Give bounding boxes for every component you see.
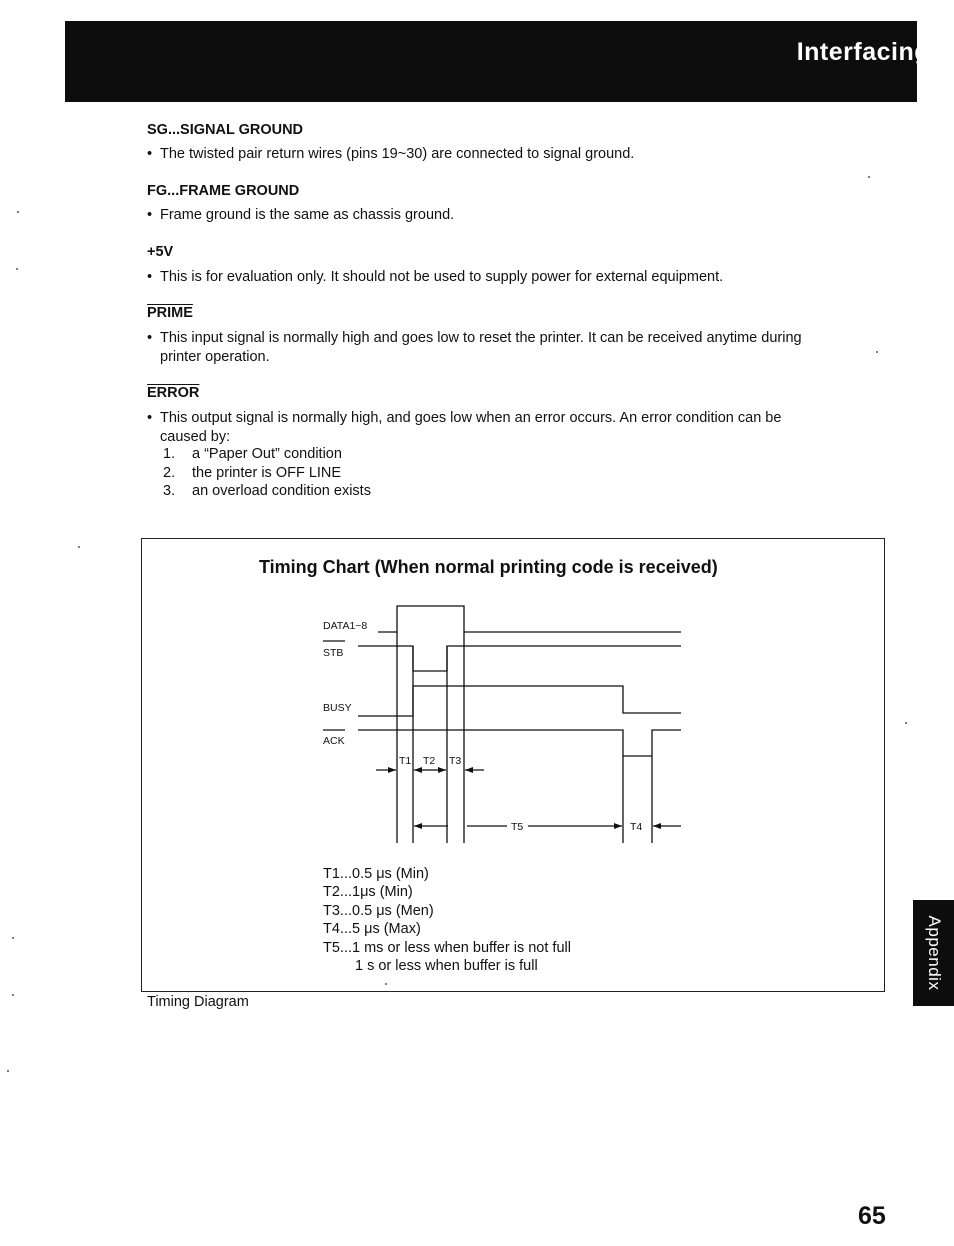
scan-speck	[868, 176, 870, 178]
signal-label-ack: ACK	[323, 735, 345, 747]
scan-speck	[12, 937, 14, 939]
timing-spec: T5...1 ms or less when buffer is not full	[323, 940, 571, 956]
list-number: 1.	[163, 446, 176, 462]
signal-label-data: DATA1~8	[323, 620, 368, 632]
timing-spec: T1...0.5 μs (Min)	[323, 866, 429, 882]
paragraph-text: Frame ground is the same as chassis ground.	[160, 207, 455, 223]
timing-spec-extra: 1 s or less when buffer is full	[355, 958, 538, 974]
bullet-icon: •	[147, 269, 153, 285]
list-text: a “Paper Out” condition	[192, 446, 342, 462]
marker-t4: T4	[630, 821, 643, 833]
paragraph-text-line2: printer operation.	[160, 348, 270, 365]
paragraph-text-line1: This input signal is normally high and goes low to reset the printer. It can be received anytime during	[160, 330, 802, 346]
timing-chart-title: Timing Chart (When normal printing code is received)	[259, 557, 718, 577]
section-title-error: ERROR	[147, 385, 200, 401]
section-title-prime: PRIME	[147, 305, 193, 321]
scan-speck	[905, 722, 907, 724]
timing-spec: T2...1μs (Min)	[323, 884, 413, 900]
timing-spec: T3...0.5 μs (Men)	[323, 903, 434, 919]
marker-t1: T1	[399, 755, 412, 767]
appendix-tab-label: Appendix	[924, 915, 944, 991]
scan-speck	[385, 983, 387, 985]
marker-t3: T3	[449, 755, 462, 767]
bullet-icon: •	[147, 146, 153, 162]
scan-speck	[78, 546, 80, 548]
scan-speck	[12, 994, 14, 996]
paragraph-text-line2: caused by:	[160, 428, 231, 445]
figure-caption: Timing Diagram	[147, 994, 249, 1010]
data-waveform	[378, 606, 681, 632]
scan-speck	[17, 211, 19, 213]
marker-t5: T5	[511, 821, 524, 833]
signal-label-busy: BUSY	[323, 702, 352, 714]
list-text: the printer is OFF LINE	[192, 465, 342, 481]
signal-label-stb: STB	[323, 647, 344, 659]
paragraph-text: The twisted pair return wires (pins 19~30) are connected to signal ground.	[160, 146, 635, 162]
busy-waveform	[358, 686, 681, 716]
page-number: 65	[858, 1202, 886, 1230]
marker-t2: T2	[423, 755, 436, 767]
list-text: an overload condition exists	[192, 483, 371, 499]
stb-waveform	[358, 646, 681, 671]
section-title-5v: +5V	[147, 244, 174, 260]
paragraph-text: This is for evaluation only. It should not be used to supply power for external equipment.	[160, 269, 724, 285]
timing-spec: T4...5 μs (Max)	[323, 921, 421, 937]
list-number: 3.	[163, 483, 176, 499]
bullet-icon: •	[147, 207, 153, 223]
section-title-sg: SG...SIGNAL GROUND	[147, 122, 304, 138]
bullet-icon: •	[147, 410, 153, 426]
scan-speck	[876, 351, 878, 353]
list-number: 2.	[163, 465, 176, 481]
scan-speck	[16, 268, 18, 270]
bullet-icon: •	[147, 330, 153, 346]
appendix-tab[interactable]	[913, 900, 954, 1006]
ack-waveform	[358, 730, 681, 756]
section-title-fg: FG...FRAME GROUND	[147, 183, 300, 199]
scan-speck	[7, 1070, 9, 1072]
page-title: Interfacing	[796, 38, 930, 66]
paragraph-text-line1: This output signal is normally high, and goes low when an error occurs. An error condition can be	[160, 410, 782, 426]
